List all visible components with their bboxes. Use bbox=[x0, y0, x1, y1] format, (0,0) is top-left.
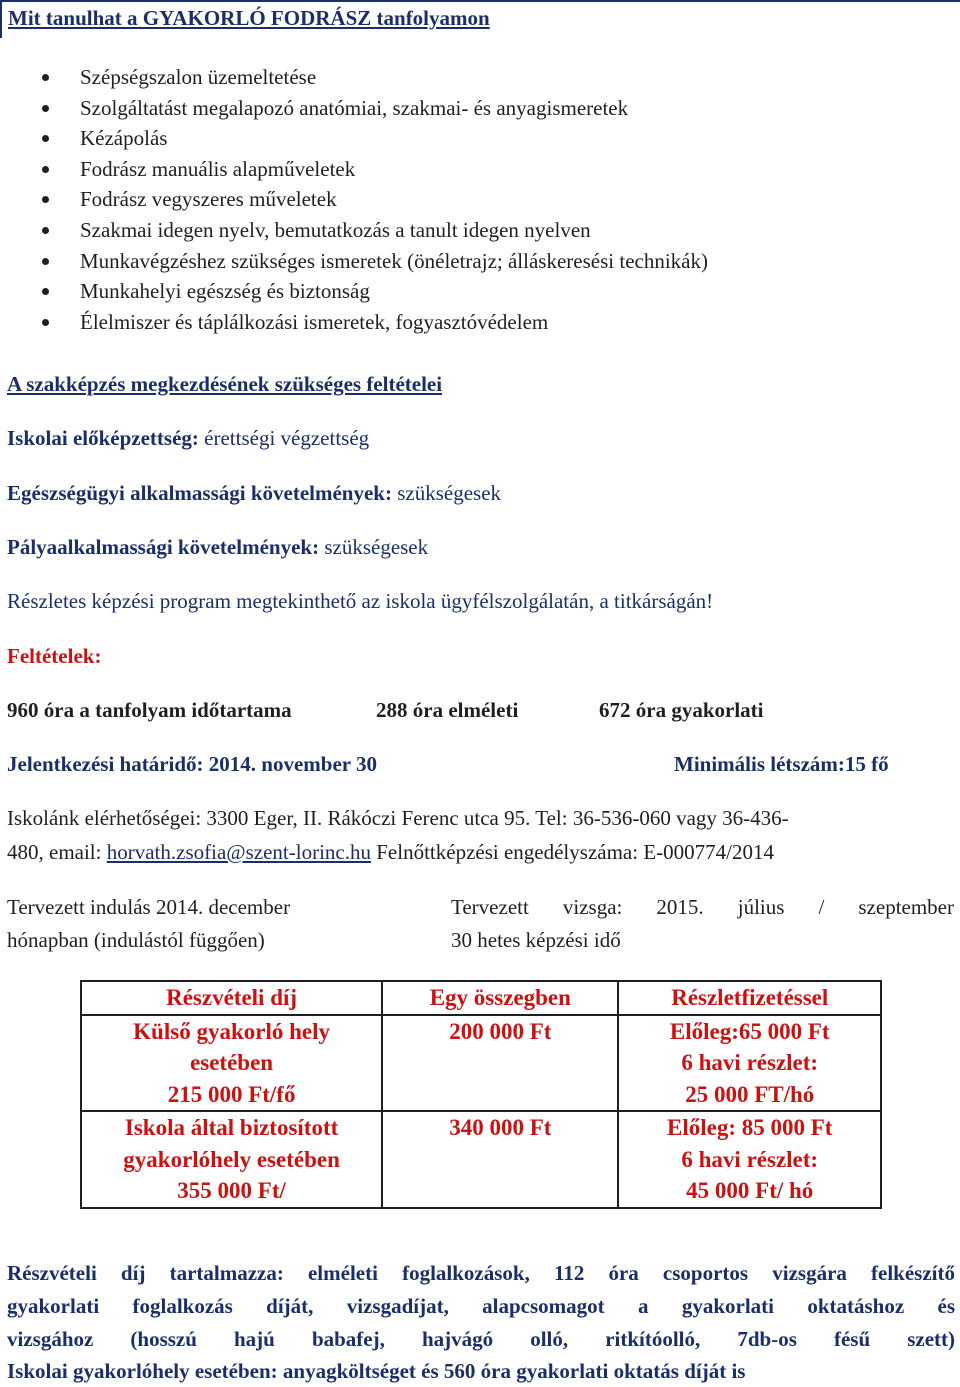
fee-includes-line-2: gyakorlati foglalkozás díját, vizsgadíjat, alapcsomagot a gyakorlati oktatáshoz és bbox=[7, 1294, 955, 1318]
bullet-icon bbox=[42, 288, 49, 295]
list-item: Élelmiszer és táplálkozási ismeretek, fogyasztóvédelem bbox=[0, 307, 708, 338]
list-item: Fodrász manuális alapműveletek bbox=[0, 154, 708, 185]
column-header: Részletfizetéssel bbox=[618, 981, 881, 1015]
column-header: Részvételi díj bbox=[81, 981, 382, 1015]
training-duration: 30 hetes képzési idő bbox=[451, 928, 621, 952]
list-item: Munkavégzéshez szükséges ismeretek (önéletrajz; álláskeresési technikák) bbox=[0, 246, 708, 277]
list-item: Szolgáltatást megalapozó anatómiai, szakmai- és anyagismeretek bbox=[0, 93, 708, 124]
row-label-cell: Külső gyakorló hely esetében 215 000 Ft/fő bbox=[81, 1015, 382, 1112]
prereq-heading: A szakképzés megkezdésének szükséges feltételei bbox=[7, 372, 443, 396]
list-item: Kézápolás bbox=[0, 123, 708, 154]
hours-theory: 288 óra elméleti bbox=[376, 698, 519, 722]
prereq-value: szükségesek bbox=[391, 481, 502, 505]
fee-includes-line-3: vizsgához (hosszú hajú babafej, hajvágó olló, ritkítóolló, 7db-os fésű szett) bbox=[7, 1327, 955, 1351]
prereq-label: Egészségügyi alkalmassági követelmények: bbox=[7, 481, 392, 505]
prereq-value: érettségi végzettség bbox=[198, 426, 370, 450]
bullet-icon bbox=[42, 258, 49, 265]
prereq-health bbox=[7, 481, 501, 506]
fee-includes-line-4: Iskolai gyakorlóhely esetében: anyagköltséget és 560 óra gyakorlati oktatás díját is bbox=[7, 1359, 746, 1383]
list-item: Szépségszalon üzemeltetése bbox=[0, 62, 708, 93]
table-row bbox=[81, 1111, 881, 1208]
bullet-icon bbox=[42, 105, 49, 112]
prereq-value: szükségesek bbox=[319, 535, 429, 559]
fees-table bbox=[80, 980, 882, 1209]
lump-sum-cell: 200 000 Ft bbox=[382, 1015, 618, 1112]
installment-cell: Előleg: 85 000 Ft 6 havi részlet: 45 000 Ft/ hó bbox=[618, 1111, 881, 1208]
planned-start-line-2: hónapban (indulástól függően) bbox=[7, 928, 265, 952]
list-item: Fodrász vegyszeres műveletek bbox=[0, 184, 708, 215]
program-note: Részletes képzési program megtekinthető az iskola ügyfélszolgálatán, a titkárságán! bbox=[7, 589, 714, 613]
contact-line-2: 480, email: horvath.zsofia@szent-lorinc.hu Felnőttképzési engedélyszáma: E-000774/2014 bbox=[7, 840, 774, 864]
conditions-heading: Feltételek: bbox=[7, 644, 102, 668]
page-title: Mit tanulhat a GYAKORLÓ FODRÁSZ tanfolyamon bbox=[8, 6, 490, 30]
bullet-icon bbox=[42, 74, 49, 81]
prereq-label: Iskolai előképzettség: bbox=[7, 426, 199, 450]
hours-total: 960 óra a tanfolyam időtartama bbox=[7, 698, 292, 722]
bullet-icon bbox=[42, 135, 49, 142]
bullet-icon bbox=[42, 196, 49, 203]
bullet-icon bbox=[42, 227, 49, 234]
topic-list bbox=[0, 62, 708, 337]
table-row bbox=[81, 1015, 881, 1112]
list-item: Szakmai idegen nyelv, bemutatkozás a tanult idegen nyelven bbox=[0, 215, 708, 246]
prereq-label: Pályaalkalmassági követelmények: bbox=[7, 535, 320, 559]
prereq-career bbox=[7, 535, 428, 560]
table-header-row bbox=[81, 981, 881, 1015]
contact-line-1: Iskolánk elérhetőségei: 3300 Eger, II. Rákóczi Ferenc utca 95. Tel: 36-536-060 vagy 36-436- bbox=[7, 806, 789, 830]
application-deadline: Jelentkezési határidő: 2014. november 30 bbox=[7, 752, 377, 776]
fee-includes-line-1: Részvételi díj tartalmazza: elméleti foglalkozások, 112 óra csoportos vizsgára felkészítő bbox=[7, 1261, 955, 1285]
prereq-education bbox=[7, 426, 369, 451]
row-label-cell: Iskola által biztosított gyakorlóhely esetében 355 000 Ft/ bbox=[81, 1111, 382, 1208]
planned-start-line-1: Tervezett indulás 2014. december bbox=[7, 895, 291, 919]
lump-sum-cell: 340 000 Ft bbox=[382, 1111, 618, 1208]
planned-exam-line-1: Tervezett vizsga: 2015. július / szeptember bbox=[451, 895, 954, 919]
email-link[interactable]: horvath.zsofia@szent-lorinc.hu bbox=[106, 840, 371, 864]
bullet-icon bbox=[42, 319, 49, 326]
bullet-icon bbox=[42, 166, 49, 173]
hours-practice: 672 óra gyakorlati bbox=[599, 698, 764, 722]
installment-cell: Előleg:65 000 Ft 6 havi részlet: 25 000 FT/hó bbox=[618, 1015, 881, 1112]
column-header: Egy összegben bbox=[382, 981, 618, 1015]
minimum-headcount: Minimális létszám:15 fő bbox=[674, 752, 889, 776]
list-item: Munkahelyi egészség és biztonság bbox=[0, 276, 708, 307]
